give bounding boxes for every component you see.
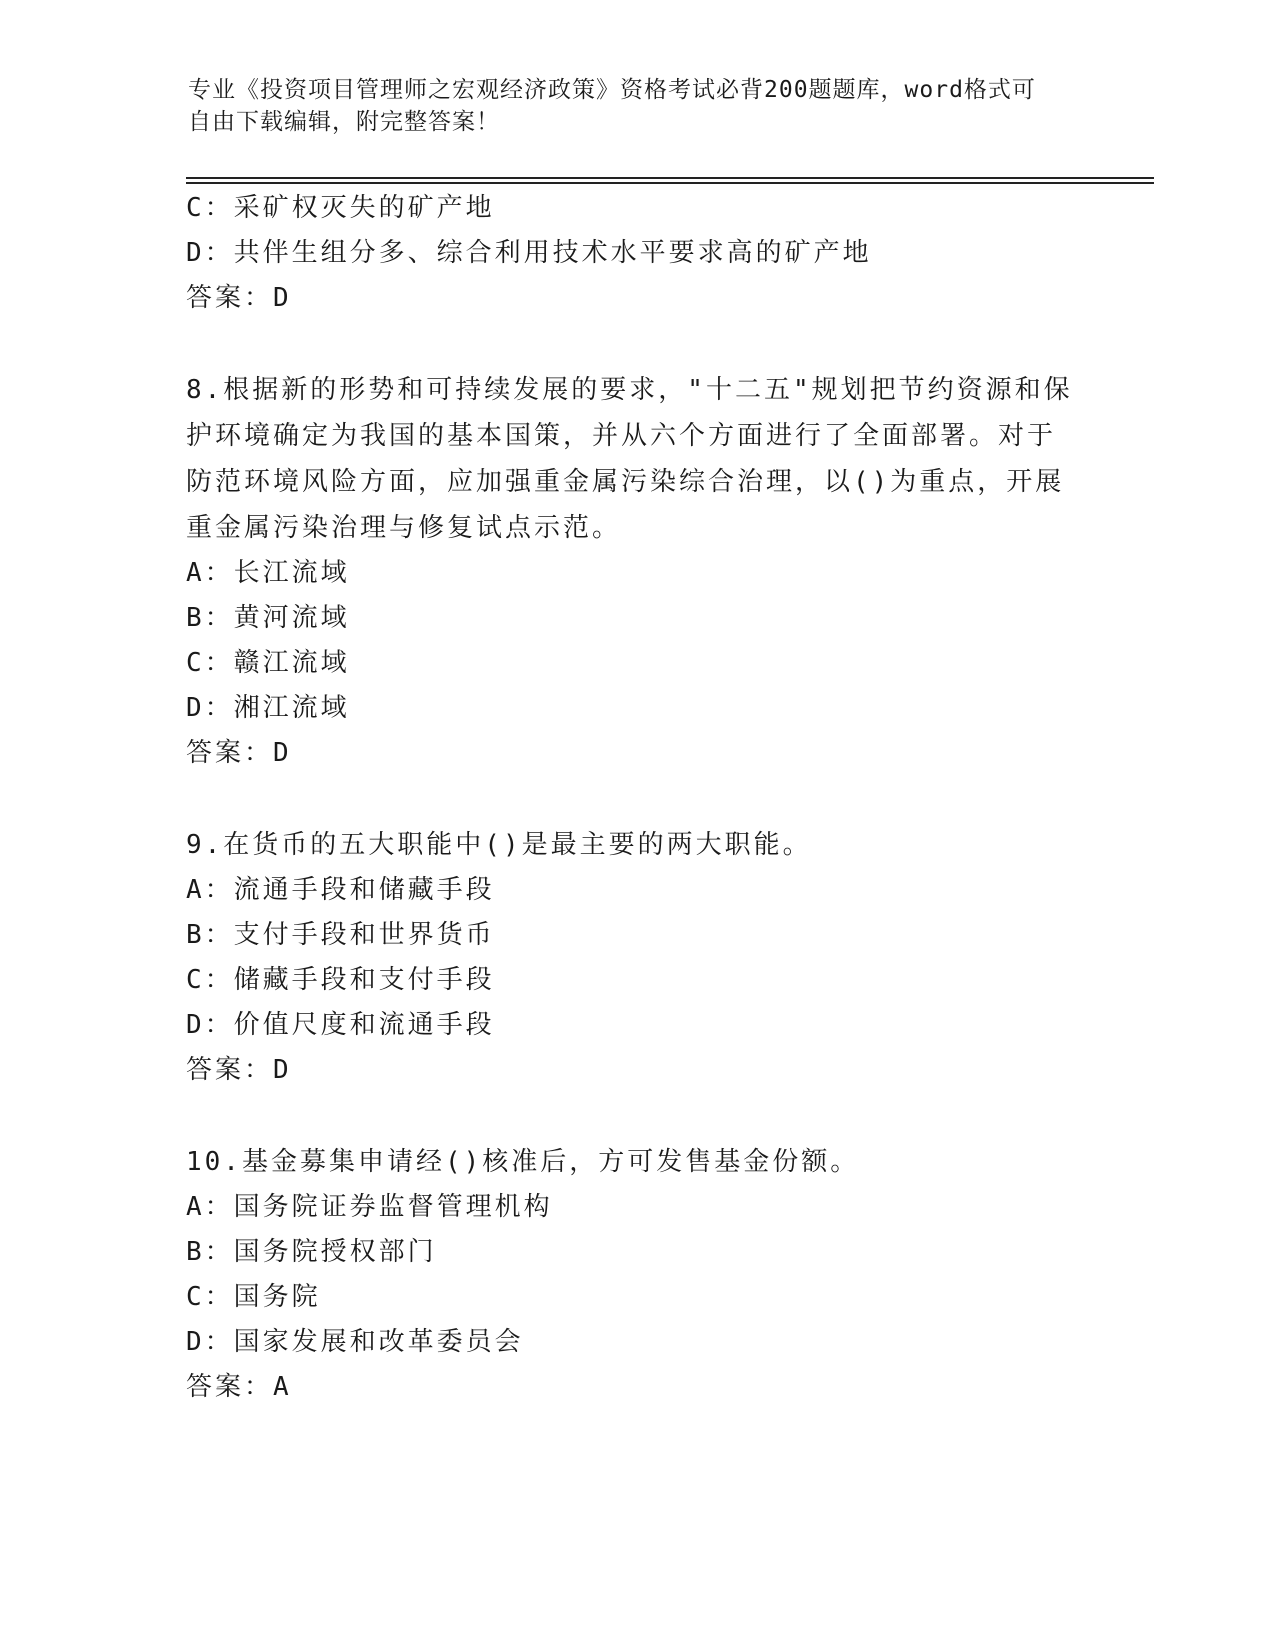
option-b: B：国务院授权部门	[186, 1237, 437, 1267]
question-8	[186, 367, 1086, 776]
answer-line: 答案：D	[186, 1055, 292, 1085]
question-9	[186, 822, 1086, 1093]
option-d: D：湘江流域	[186, 693, 350, 723]
spacer	[186, 1093, 1086, 1139]
option-a: A：国务院证券监督管理机构	[186, 1192, 553, 1222]
option-d: D：共伴生组分多、综合利用技术水平要求高的矿产地	[186, 238, 872, 268]
question-10	[186, 1139, 1086, 1410]
question-stem-line: 防范环境风险方面，应加强重金属污染综合治理，以()为重点，开展	[186, 467, 1065, 497]
option-c: C：采矿权灭失的矿产地	[186, 193, 495, 223]
header-line-2: 自由下载编辑，附完整答案！	[188, 109, 500, 135]
question-stem-line: 10.基金募集申请经()核准后，方可发售基金份额。	[186, 1147, 860, 1177]
answer-line: 答案：A	[186, 1372, 292, 1402]
question-stem-line: 重金属污染治理与修复试点示范。	[186, 513, 622, 543]
option-d: D：国家发展和改革委员会	[186, 1327, 524, 1357]
option-b: B：支付手段和世界货币	[186, 920, 495, 950]
header-rule-top	[186, 177, 1154, 179]
question-stem-line: 8.根据新的形势和可持续发展的要求，"十二五"规划把节约资源和保	[186, 375, 1073, 405]
question-stem-line: 护环境确定为我国的基本国策，并从六个方面进行了全面部署。对于	[186, 421, 1057, 451]
option-b: B：黄河流域	[186, 603, 350, 633]
header-line-1: 专业《投资项目管理师之宏观经济政策》资格考试必背200题题库，word格式可	[188, 77, 1036, 103]
option-c: C：储藏手段和支付手段	[186, 965, 495, 995]
option-c: C：赣江流域	[186, 648, 350, 678]
option-a: A：流通手段和储藏手段	[186, 875, 495, 905]
spacer	[186, 321, 1086, 367]
option-a: A：长江流域	[186, 558, 350, 588]
answer-line: 答案：D	[186, 738, 292, 768]
answer-line: 答案：D	[186, 283, 292, 313]
option-d: D：价值尺度和流通手段	[186, 1010, 495, 1040]
spacer	[186, 776, 1086, 822]
question-stem-line: 9.在货币的五大职能中()是最主要的两大职能。	[186, 830, 812, 860]
document-header	[188, 74, 1088, 138]
question-content	[186, 186, 1086, 1410]
option-c: C：国务院	[186, 1282, 321, 1312]
question-7-tail	[186, 186, 1086, 321]
header-rule-bottom	[186, 182, 1154, 184]
